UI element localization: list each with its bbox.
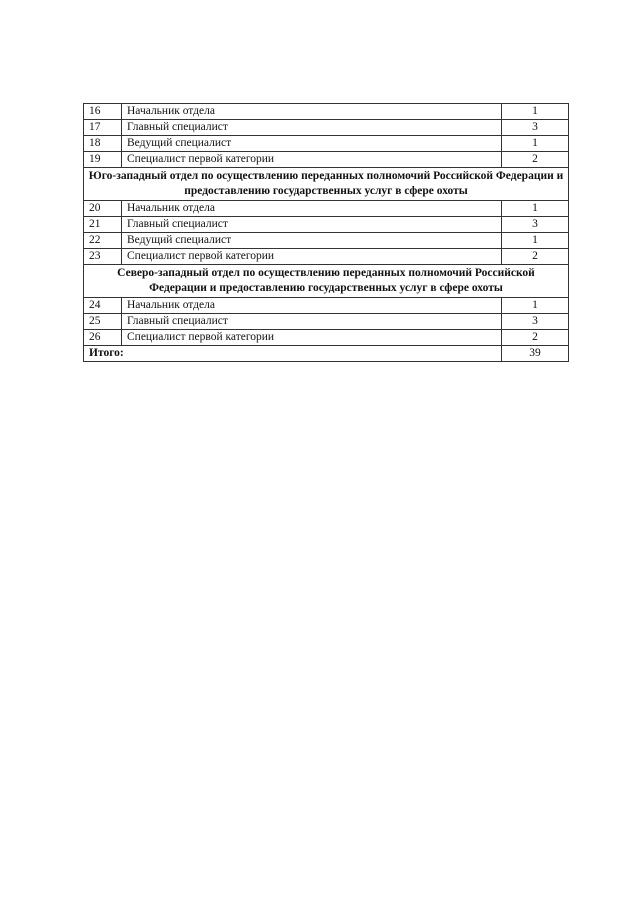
position-title: Начальник отдела xyxy=(122,298,502,314)
table-row xyxy=(84,233,569,249)
table-row xyxy=(84,201,569,217)
position-title: Главный специалист xyxy=(122,120,502,136)
position-title: Ведущий специалист xyxy=(122,233,502,249)
table-row xyxy=(84,152,569,168)
staff-count: 3 xyxy=(502,217,569,233)
position-title: Специалист первой категории xyxy=(122,249,502,265)
staff-count: 3 xyxy=(502,120,569,136)
row-number: 26 xyxy=(84,330,122,346)
section-heading-row xyxy=(84,265,569,298)
staff-count: 2 xyxy=(502,330,569,346)
section-heading: Северо-западный отдел по осуществлению переданных полномочий Российской Федерации и предоставлению государственных услуг в сфере охоты xyxy=(84,265,569,298)
position-title: Начальник отдела xyxy=(122,201,502,217)
total-count: 39 xyxy=(502,346,569,362)
position-title: Специалист первой категории xyxy=(122,330,502,346)
staff-count: 1 xyxy=(502,104,569,120)
row-number: 17 xyxy=(84,120,122,136)
staff-table-body xyxy=(84,104,569,362)
total-row xyxy=(84,346,569,362)
staff-count: 1 xyxy=(502,136,569,152)
table-row xyxy=(84,136,569,152)
row-number: 16 xyxy=(84,104,122,120)
row-number: 20 xyxy=(84,201,122,217)
row-number: 18 xyxy=(84,136,122,152)
row-number: 19 xyxy=(84,152,122,168)
position-title: Ведущий специалист xyxy=(122,136,502,152)
staff-count: 2 xyxy=(502,152,569,168)
row-number: 24 xyxy=(84,298,122,314)
row-number: 21 xyxy=(84,217,122,233)
section-heading-row xyxy=(84,168,569,201)
position-title: Главный специалист xyxy=(122,217,502,233)
row-number: 22 xyxy=(84,233,122,249)
table-row xyxy=(84,314,569,330)
table-row xyxy=(84,104,569,120)
section-heading: Юго-западный отдел по осуществлению переданных полномочий Российской Федерации и предоставлению государственных услуг в сфере охоты xyxy=(84,168,569,201)
position-title: Специалист первой категории xyxy=(122,152,502,168)
table-row xyxy=(84,120,569,136)
position-title: Начальник отдела xyxy=(122,104,502,120)
staff-count: 1 xyxy=(502,233,569,249)
row-number: 25 xyxy=(84,314,122,330)
table-row xyxy=(84,249,569,265)
staff-count: 3 xyxy=(502,314,569,330)
row-number: 23 xyxy=(84,249,122,265)
table-row xyxy=(84,330,569,346)
staff-count: 1 xyxy=(502,201,569,217)
table-row xyxy=(84,298,569,314)
staff-count: 1 xyxy=(502,298,569,314)
total-label: Итого: xyxy=(84,346,502,362)
staff-count: 2 xyxy=(502,249,569,265)
position-title: Главный специалист xyxy=(122,314,502,330)
staff-table xyxy=(83,103,569,362)
table-row xyxy=(84,217,569,233)
